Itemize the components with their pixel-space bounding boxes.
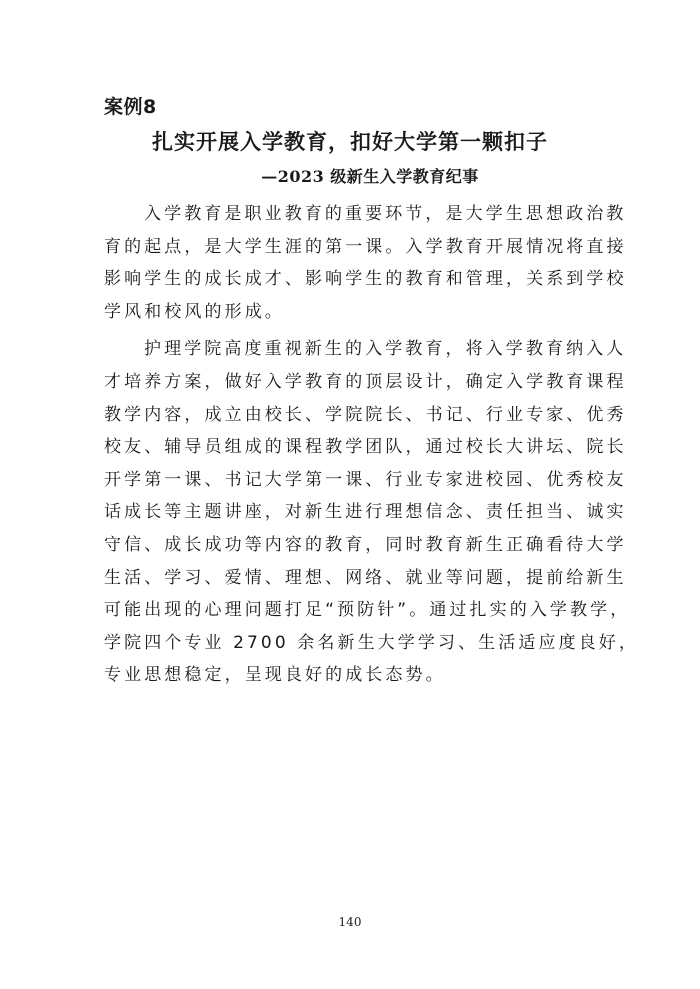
- text-line: 教学内容，成立由校长、学院院长、书记、行业专家、优秀: [104, 404, 627, 425]
- text-line: 可能出现的心理问题打足“预防针”。通过扎实的入学教学，: [104, 600, 631, 621]
- body-text: [104, 198, 639, 697]
- text-line: 守信、成长成功等内容的教育，同时教育新生正确看待大学: [104, 534, 627, 555]
- page-number: 140: [338, 915, 362, 929]
- document-subtitle: —2023 级新生入学教育纪事: [261, 167, 479, 186]
- text-line: 话成长等主题讲座，对新生进行理想信念、责任担当、诚实: [104, 502, 627, 523]
- text-line: 学院四个专业 2700 余名新生大学学习、生活适应度良好，: [104, 632, 639, 653]
- paragraph-2: [104, 333, 639, 692]
- text-line: 入学教育是职业教育的重要环节，是大学生思想政治教: [144, 204, 627, 224]
- text-line: 影响学生的成长成才、影响学生的教育和管理，关系到学校: [104, 269, 627, 290]
- text-line: 校友、辅导员组成的课程教学团队，通过校长大讲坛、院长: [104, 437, 627, 458]
- text-line: 学风和校风的形成。: [104, 301, 285, 322]
- text-line: 才培养方案，做好入学教育的顶层设计，确定入学教育课程: [104, 371, 627, 392]
- text-line: 开学第一课、书记大学第一课、行业专家进校园、优秀校友: [104, 469, 627, 490]
- case-label: 案例8: [104, 96, 157, 118]
- text-line: 专业思想稳定，呈现良好的成长态势。: [104, 665, 446, 686]
- text-line: 生活、学习、爱情、理想、网络、就业等问题，提前给新生: [104, 567, 627, 588]
- text-line: 育的起点，是大学生涯的第一课。入学教育开展情况将直接: [104, 236, 627, 257]
- text-line: 护理学院高度重视新生的入学教育，将入学教育纳入人: [144, 339, 627, 360]
- document-title: 扎实开展入学教育，扣好大学第一颗扣子: [152, 129, 548, 154]
- paragraph-1: [104, 198, 627, 328]
